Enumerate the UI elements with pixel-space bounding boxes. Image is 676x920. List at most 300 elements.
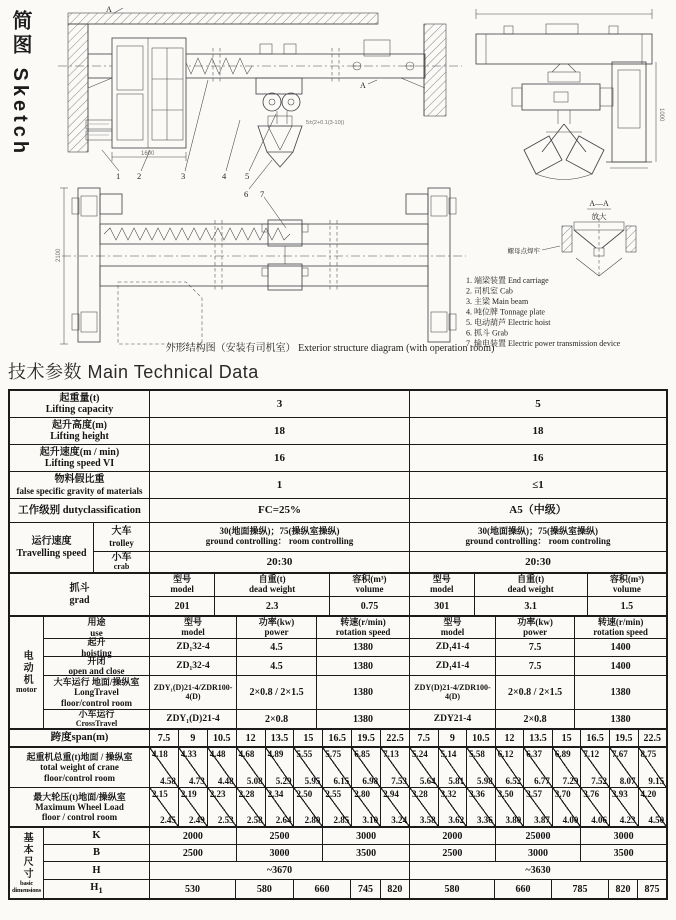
value-cell: 1 [150, 472, 410, 498]
header-cn: 自重(t) [517, 574, 545, 585]
row-label [44, 880, 150, 898]
value-cell [410, 523, 666, 551]
label-cn: 物料假比重 [54, 474, 105, 486]
callout-3: 3 [181, 171, 186, 181]
label-text: $H_1$ [90, 882, 103, 896]
label-en: Lifting height [50, 431, 109, 442]
header-cell [410, 617, 496, 638]
row-wheel-load [10, 788, 666, 828]
table-cell: 875 [644, 883, 660, 895]
diagonal-cell: 5.55 5.95 [294, 748, 323, 787]
header-en: model [440, 626, 465, 637]
diagonal-cell: 8.75 9.15 [640, 749, 665, 786]
sketch-caption: 外形结构图（安装有司机室） Exterior structure diagram (with operation room) [165, 343, 495, 354]
table-cell: 16.5 [581, 730, 610, 746]
header-en: rotation speed [335, 626, 391, 637]
value-cell: 201 [150, 597, 215, 615]
diagonal-cell: 5.58 5.98 [467, 748, 496, 787]
legend-item-1: 1. 端梁装置 End carriage [466, 276, 549, 285]
diagonal-cell: 2.23 2.53 [208, 788, 237, 826]
value-cell: 301 [410, 597, 475, 615]
sketch-side-title: 简图 Sketch [9, 10, 31, 158]
travelling-speed-label [10, 523, 94, 572]
value-cell: ZDY21-4 [410, 710, 496, 728]
value-cell: 4.5 [237, 657, 317, 675]
row-duty-classification [10, 499, 666, 523]
label-en: floor/control room [44, 772, 115, 783]
row-motor-open-close [44, 657, 666, 676]
row-label [10, 499, 150, 522]
label-cn: 小车 [111, 551, 132, 563]
row-motor-hoisting [44, 639, 666, 657]
value-cell: 2×0.8 / 2×1.5 [237, 676, 317, 709]
label-cn: 大车运行 地面/操纵室 [53, 677, 140, 688]
table-cell: 19.5 [610, 730, 639, 746]
label-en: Maximum Wheel Load [35, 801, 124, 812]
section-heading: 技术参数 Main Technical Data [8, 362, 259, 382]
header-cn: 容积(m³) [609, 574, 645, 585]
header-cn: 型号 [432, 574, 451, 585]
dim-h1-left [150, 880, 410, 898]
header-cell [150, 574, 215, 596]
value-cell: ZD₁32-4 [150, 657, 237, 675]
value-cell: ≤1 [532, 478, 544, 491]
legend-item-4: 4. 吨位牌 Tonnage plate [466, 307, 545, 317]
label-en: basic [19, 879, 34, 887]
row-label [10, 445, 150, 471]
travel-motor-left [100, 194, 122, 214]
diagonal-cell: 2.19 2.49 [179, 788, 208, 826]
label-text: 跨度span(m) [50, 732, 109, 744]
value-cell: 3 [150, 391, 410, 417]
table-cell: 9 [179, 730, 208, 746]
header-cell [237, 617, 317, 638]
row-label [10, 418, 150, 444]
table-cell: 3000 [356, 830, 377, 842]
diagonal-cell: 4.89 5.29 [266, 748, 295, 787]
diagonal-cell: 4.48 4.48 [208, 748, 237, 787]
diagonal-cell: 6.37 6.77 [524, 748, 553, 787]
table-cell: 3000 [613, 830, 634, 842]
power-column [612, 62, 646, 162]
table-cell: 3000 [237, 845, 324, 861]
header-cell [317, 617, 409, 638]
section-marker-a-bottom: A [360, 81, 366, 90]
label-cn: 起升高度(m) [52, 419, 107, 431]
legend-item-2: 2. 司机室 Cab [466, 286, 513, 296]
table-cell: 580 [236, 880, 294, 898]
dim-b-left [150, 845, 410, 861]
table-cell: 580 [410, 880, 495, 898]
table-cell: 820 [609, 880, 638, 898]
value-cell: ZD₁32-4 [150, 639, 237, 656]
table-cell: 12 [496, 730, 525, 746]
table-cell: 10.5 [208, 730, 237, 746]
row-dim-h1 [44, 880, 666, 898]
label-en: grad [69, 594, 90, 606]
label-en: LongTravel [74, 687, 119, 698]
row-label [94, 552, 150, 572]
value-cell: ZDY₁(D)21-4 [150, 710, 237, 728]
row-specific-gravity [10, 472, 666, 499]
table-cell: 2000 [150, 828, 237, 844]
value-cell: 2.3 [215, 597, 330, 615]
diagonal-cell: 3.76 4.06 [581, 788, 610, 826]
diagonal-cell: 4.18 4.58 [150, 748, 179, 787]
row-label [44, 845, 150, 861]
row-motor-header [44, 617, 666, 639]
header-cn: 型号 [173, 574, 192, 585]
value-cell: 2×0.8 [237, 710, 317, 728]
span-values-left [150, 730, 410, 746]
grab-elevation [258, 116, 302, 167]
diagonal-cell: 7.67 8.07 [610, 748, 639, 787]
diagonal-cell: 2.28 2.58 [237, 788, 266, 826]
diagonal-cell: 3.93 4.23 [610, 788, 639, 826]
label-text: 工作级别 dutyclassification [18, 504, 141, 516]
label-cn: 大车 [111, 526, 132, 538]
section-travelling-speed [10, 523, 666, 574]
technical-data-table [8, 389, 668, 900]
label-cn: 起重量(t) [59, 392, 100, 404]
value-cell: FC=25% [150, 499, 410, 522]
diagonal-cell: 2.34 2.64 [266, 788, 295, 826]
dim-h-right [410, 862, 666, 879]
row-lifting-capacity [10, 391, 666, 418]
callout-2: 2 [137, 171, 142, 181]
value-cell: 18 [150, 418, 410, 444]
legend-item-3: 3. 主梁 Main beam [466, 297, 529, 306]
table-cell: 15 [294, 730, 323, 746]
row-lifting-height [10, 418, 666, 445]
header-cell [496, 617, 575, 638]
label-cn: 起升 [87, 637, 106, 648]
label-en: crab [113, 562, 130, 572]
header-cn: 功率(kw) [258, 616, 295, 627]
label-cn: 基本尺寸 [21, 831, 33, 880]
diagonal-cell: 7.12 7.52 [581, 748, 610, 787]
row-total-weight [10, 748, 666, 788]
table-cell: 10.5 [467, 730, 496, 746]
value-cell: 1400 [610, 642, 631, 653]
header-cell [588, 574, 666, 596]
dim-h1-right [410, 880, 666, 898]
row-label [10, 748, 150, 787]
diagonal-cell: 2.15 2.45 [150, 788, 179, 826]
span-values-right [410, 730, 666, 746]
header-en: model [430, 584, 454, 594]
value-cell: 1380 [610, 687, 631, 698]
value-cell: 1400 [610, 660, 631, 672]
grab-label [10, 574, 150, 615]
header-en: dead weight [507, 584, 554, 594]
table-cell: 25000 [496, 828, 582, 844]
diagonal-cell: 2.94 3.24 [383, 789, 408, 825]
table-cell: 820 [387, 883, 403, 895]
label-cn: 最大轮压(t)地面/操纵室 [33, 791, 126, 802]
sketch-legend [466, 275, 621, 348]
electric-hoist-elevation [256, 44, 302, 124]
table-cell: 530 [150, 880, 236, 898]
header-cn: 型号 [443, 616, 462, 627]
table-cell: 660 [495, 880, 552, 898]
header-cell [475, 574, 588, 596]
value-cell: 16 [532, 451, 544, 464]
aa-detail [508, 199, 637, 276]
value-cell: 1380 [610, 713, 631, 725]
table-cell: 3500 [613, 847, 634, 859]
diagonal-cell: 6.85 6.98 [352, 748, 381, 787]
diagonal-cell: 5.75 6.15 [323, 748, 352, 787]
row-span [10, 730, 666, 748]
legend-item-6: 6. 抓斗 Grab [466, 328, 508, 338]
value-cell: 1380 [353, 642, 374, 653]
label-text: B [92, 847, 100, 859]
section-motor [10, 617, 666, 730]
header-cell [150, 617, 237, 638]
value-cell: ZD₁41-4 [410, 639, 496, 656]
label-cn: 起升速度(m / min) [39, 446, 120, 458]
table-cell: 9 [439, 730, 468, 746]
diagonal-cell: 3.50 3.80 [496, 788, 525, 826]
row-label [10, 730, 150, 746]
table-cell: 3500 [356, 847, 377, 859]
legend-item-7: 7. 输电装置 Electric power transmission device [466, 339, 621, 348]
header-cell [44, 617, 150, 638]
diagonal-cell: 2.80 3.10 [352, 788, 381, 826]
row-travel-crab [94, 552, 666, 572]
motor-label [10, 617, 44, 728]
callout-7: 7 [260, 189, 265, 199]
callout-4: 4 [222, 171, 227, 181]
value-cell: 7.5 [496, 639, 575, 656]
header-cn: 转速(r/min) [597, 616, 644, 627]
sketch-section [0, 0, 676, 354]
table-cell: 2000 [410, 828, 496, 844]
table-cell: 22.5 [386, 732, 404, 744]
table-cell: 13.5 [266, 730, 295, 746]
row-lifting-speed [10, 445, 666, 472]
value-cell: 1380 [353, 660, 374, 672]
header-en: volume [612, 584, 641, 594]
plan-height-dimension: 2100 [56, 248, 62, 262]
column-height-dimension: 1000 [658, 108, 664, 122]
label-text: H [92, 864, 101, 876]
row-travel-crane [94, 523, 666, 552]
label-cn: 开闭 [87, 655, 106, 666]
callout-5: 5 [245, 171, 250, 181]
diagonal-cell: 5.24 5.64 [410, 748, 439, 787]
value-cell: 1380 [353, 687, 374, 698]
left-wall-hatch [68, 24, 88, 152]
value-cell: ZDY₁(D)21-4/ZDR100-4(D) [150, 676, 237, 709]
label-en: total weight of crane [40, 762, 119, 773]
row-label [10, 472, 150, 498]
table-cell: 7.5 [150, 730, 179, 746]
row-dim-k [44, 828, 666, 845]
hoist-formula-note: 5±(2+0.1(3-10)) [306, 120, 345, 126]
row-grab-header [150, 574, 666, 597]
header-cell [575, 617, 666, 638]
diagonal-cell: 5.14 5.81 [439, 748, 468, 787]
aa-detail-sublabel: 放大 [591, 212, 607, 221]
total-weight-right [410, 748, 666, 787]
diagonal-cell: 3.36 3.36 [467, 788, 496, 826]
header-cn: 容积(m³) [352, 574, 387, 585]
label-cn: 抓斗 [69, 583, 90, 595]
row-label [44, 862, 150, 879]
header-cell [215, 574, 330, 596]
diagonal-cell: 3.28 3.58 [410, 788, 439, 826]
label-en: floor / control room [41, 812, 118, 823]
row-label [44, 676, 150, 709]
label-en: floor/control room [61, 697, 132, 708]
row-label [44, 710, 150, 728]
table-cell: 3000 [496, 845, 582, 861]
diagonal-cell: 7.13 7.53 [383, 749, 408, 786]
diagonal-cell: 4.68 5.08 [237, 748, 266, 787]
label-en: trolley [109, 537, 134, 548]
row-dim-b [44, 845, 666, 862]
label-en: Travelling speed [16, 547, 87, 559]
row-label [44, 639, 150, 656]
cab-plan-outline [118, 282, 202, 344]
value-cell: 1380 [353, 713, 374, 725]
row-grab-values [150, 597, 666, 615]
header-en: power [264, 626, 289, 637]
value-cell: 20:30 [525, 555, 551, 568]
table-cell: 15 [553, 730, 582, 746]
row-label [44, 828, 150, 844]
cab-width-dimension: 1600 [141, 151, 155, 157]
value-cell: 2×0.8 / 2×1.5 [496, 676, 575, 709]
header-en: model [170, 584, 194, 594]
total-weight-left [150, 748, 410, 787]
header-cell [410, 574, 475, 596]
value-cell: ZD₁41-4 [410, 657, 496, 675]
value-cell: 0.75 [360, 600, 379, 612]
table-cell: 19.5 [352, 730, 381, 746]
row-label [44, 657, 150, 675]
dim-k-right [410, 828, 666, 844]
row-motor-cross-travel [44, 710, 666, 728]
value-cell: 20:30 [150, 552, 410, 572]
diagonal-cell: 4.20 4.50 [640, 789, 665, 825]
value-line: 30(地面操纵)；75(操纵室操纵) [478, 526, 598, 537]
label-en: false specific gravity of materials [16, 485, 143, 496]
table-cell: 7.5 [410, 730, 439, 746]
value-line: 30(地面操纵)；75(操纵室操纵) [219, 526, 340, 537]
value-cell: 3.1 [475, 597, 588, 615]
header-en: model [181, 626, 205, 637]
value-cell: 16 [150, 445, 410, 471]
value-line: ground controlling： room controling [465, 536, 611, 546]
dim-k-left [150, 828, 410, 844]
table-cell: ~3670 [266, 865, 293, 876]
ceiling-hatch [68, 13, 378, 24]
label-cn: 电动机 [21, 650, 33, 687]
grab-end-view [524, 124, 604, 180]
diagonal-cell: 3.32 3.62 [439, 788, 468, 826]
crane-sketch-drawing [0, 0, 676, 354]
table-cell: 2500 [410, 845, 496, 861]
value-cell: 1.5 [620, 600, 634, 612]
table-cell: 660 [294, 880, 352, 898]
aa-detail-note: 螺母点焊牢 [507, 248, 540, 255]
label-en: CrossTravel [75, 718, 118, 728]
header-en: dead weight [248, 584, 296, 594]
row-label [10, 788, 150, 826]
diagonal-cell: 6.12 6.52 [496, 748, 525, 787]
diagonal-cell: 2.50 2.80 [294, 788, 323, 826]
table-cell: 2500 [150, 845, 237, 861]
section-grab [10, 574, 666, 617]
aa-detail-label: A—A [589, 199, 609, 208]
header-en: volume [355, 584, 384, 594]
value-cell: 18 [532, 424, 544, 437]
row-dim-h [44, 862, 666, 880]
table-cell: 785 [552, 880, 609, 898]
dimensions-label [10, 828, 44, 898]
header-cell [330, 574, 409, 596]
value-cell: 7.5 [496, 657, 575, 675]
table-cell: ~3630 [525, 865, 551, 876]
row-label [94, 523, 150, 551]
legend-item-5: 5. 电动葫芦 Electric hoist [466, 318, 551, 327]
table-cell: 2500 [237, 828, 324, 844]
label-en: motor [16, 685, 37, 695]
label-en: Lifting capacity [45, 404, 114, 415]
value-line: ground controlling： room controlling [205, 536, 354, 546]
diagonal-cell: 2.55 2.85 [323, 788, 352, 826]
section-basic-dimensions [10, 828, 666, 898]
label-text: K [92, 830, 101, 842]
label-en: dimensions [11, 887, 42, 894]
label-cn: 起重机总重(t)地面 / 操纵室 [26, 752, 133, 763]
dim-h-left [150, 862, 410, 879]
label-en: open and close [68, 666, 125, 676]
header-cn: 转速(r/min) [340, 616, 386, 627]
wheel-load-left [150, 788, 410, 826]
table-cell: 13.5 [524, 730, 553, 746]
dim-b-right [410, 845, 666, 861]
table-cell: 16.5 [323, 730, 352, 746]
right-wall-hatch [424, 24, 446, 116]
header-en: power [523, 626, 548, 637]
table-cell: 22.5 [643, 732, 662, 744]
cab-elevation [112, 38, 186, 148]
label-en: Lifting speed VI [44, 458, 115, 469]
value-cell: 2×0.8 [496, 710, 575, 728]
row-label [10, 391, 150, 417]
header-cn: 型号 [183, 616, 202, 627]
value-cell: ZDY(D)21-4/ZDR100-4(D) [410, 676, 496, 709]
label-cn: 小车运行 [78, 709, 115, 720]
wheel-load-right [410, 788, 666, 826]
diagonal-cell: 4.33 4.73 [179, 748, 208, 787]
section-marker-a-top: A [106, 5, 112, 14]
end-view [476, 9, 664, 180]
label-cn: 运行速度 [31, 536, 72, 548]
header-en: use [90, 627, 103, 638]
row-motor-long-travel [44, 676, 666, 710]
header-cn: 功率(kw) [517, 616, 553, 627]
value-cell: A5（中级） [509, 504, 567, 517]
value-cell [150, 523, 410, 551]
header-cn: 自重(t) [258, 574, 286, 585]
table-cell: 12 [237, 730, 266, 746]
callout-1: 1 [116, 171, 121, 181]
